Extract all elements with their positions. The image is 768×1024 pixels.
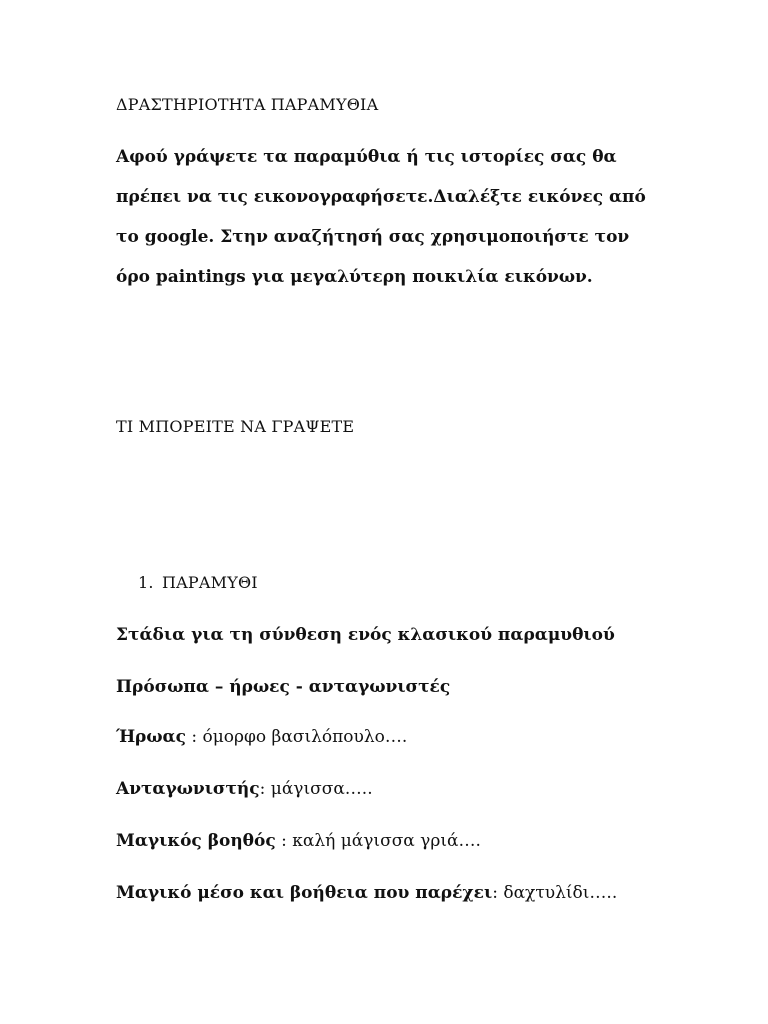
entry-term: Ήρωας — [116, 727, 186, 747]
persons-title: Πρόσωπα – ήρωες - ανταγωνιστές — [116, 677, 451, 697]
intro-line-2: πρέπει να τις εικονογραφήσετε.Διαλέξτε εικόνες από — [116, 187, 646, 207]
list-label: ΠΑΡΑΜΥΘΙ — [162, 573, 258, 592]
entry-hero — [116, 726, 407, 748]
intro-line-4: όρο paintings για μεγαλύτερη ποικιλία εικόνων. — [116, 267, 593, 287]
entry-value: καλή μάγισσα γριά…. — [292, 831, 481, 851]
entry-antagonist — [116, 778, 373, 800]
list-number: 1. — [138, 573, 154, 592]
entry-separator: : — [492, 883, 504, 903]
intro-line-3: το google. Στην αναζήτησή σας χρησιμοποιήστε τον — [116, 227, 630, 247]
entry-separator: : — [185, 727, 203, 747]
what-to-write-heading: ΤΙ ΜΠΟΡΕΙΤΕ ΝΑ ΓΡΑΨΕΤΕ — [116, 417, 355, 436]
entry-term: Μαγικό μέσο και βοήθεια που παρέχει — [116, 883, 493, 903]
entry-term: Ανταγωνιστής — [116, 779, 260, 799]
entry-term: Μαγικός βοηθός — [116, 831, 276, 851]
entry-separator: : — [259, 779, 271, 799]
entry-value: όμορφο βασιλόπουλο…. — [202, 727, 408, 747]
activity-heading: ΔΡΑΣΤΗΡΙΟΤΗΤΑ ΠΑΡΑΜΥΘΙΑ — [116, 95, 379, 114]
stages-title: Στάδια για τη σύνθεση ενός κλασικού παραμυθιού — [116, 625, 615, 645]
intro-line-1: Αφού γράψετε τα παραμύθια ή τις ιστορίες σας θα — [116, 147, 617, 167]
entry-magic-item — [116, 882, 617, 904]
entry-separator: : — [275, 831, 293, 851]
entry-value: μάγισσα….. — [270, 779, 373, 799]
entry-magic-helper — [116, 830, 481, 852]
list-item-fairytale — [138, 572, 258, 594]
entry-value: δαχτυλίδι….. — [503, 883, 618, 903]
